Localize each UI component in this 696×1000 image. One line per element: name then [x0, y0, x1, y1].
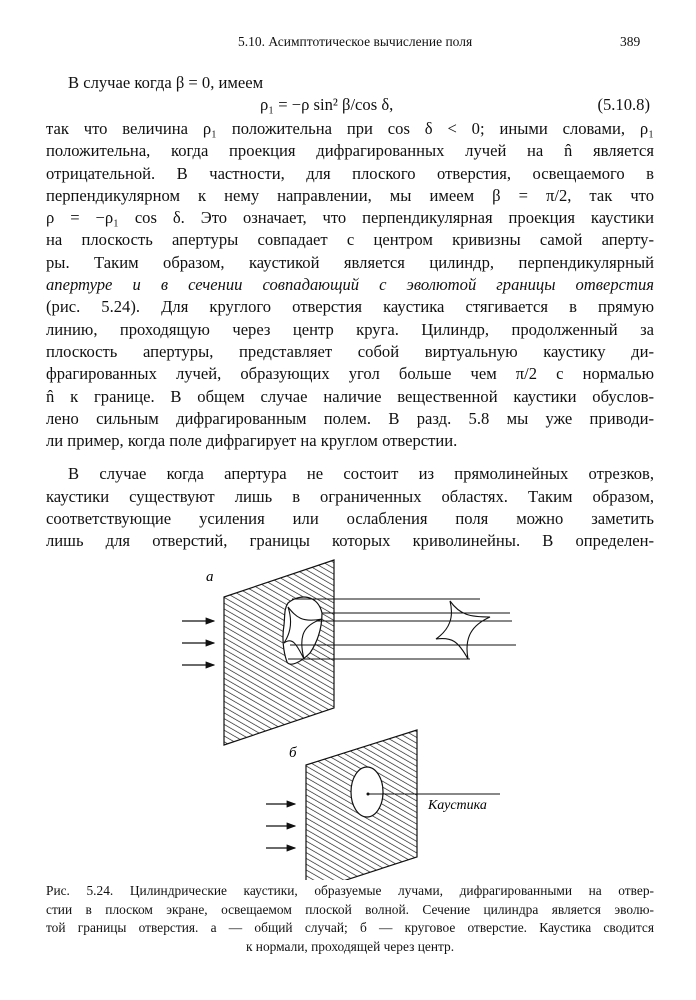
label-a: а [206, 569, 214, 585]
aperture-b [351, 767, 383, 817]
equation-number: (5.10.8) [597, 95, 650, 114]
label-b: б [289, 745, 297, 761]
text-line: лено сильным дифрагированным полем. В разд. 5.8 мы уже приводи- [46, 408, 654, 428]
text-line: каустики существуют лишь в ограниченных областях. Таким образом, [46, 486, 654, 506]
text-line: лишь для отверстий, границы которых криволинейны. В определен- [46, 531, 654, 551]
figure-a [182, 560, 516, 745]
text-line: положительна, когда проекция дифрагированных лучей на n̂ является [46, 141, 654, 161]
caustic-label: Каустика [428, 798, 487, 813]
text-line: отрицательной. В частности, для плоского отверстия, освещаемого в [46, 163, 654, 183]
text-line: соответствующие усиления или ослабления поля можно заметить [46, 509, 654, 529]
text-line: на плоскость апертуры совпадает с центром кривизны самой аперту- [46, 230, 654, 250]
text-line: так что величина ρ₁ положительна при cos δ < 0; иными словами, ρ₁ [46, 119, 654, 138]
text-line: фрагированных лучей, образующих угол больше чем π/2 с нормалью [46, 364, 654, 384]
text-line: линию, проходящую через центр круга. Цилиндр, продолженный за [46, 319, 654, 339]
body-text [46, 73, 654, 553]
caption-line: к нормали, проходящей через центр. [245, 938, 455, 954]
figure-caption [46, 882, 654, 956]
running-header [0, 34, 696, 54]
caption-line: Рис. 5.24. Цилиндрические каустики, образуемые лучами, дифрагированными на отвер- [46, 883, 654, 898]
text-line: n̂ к границе. В общем случае наличие вещественной каустики обуслов- [46, 386, 654, 406]
text-line: (рис. 5.24). Для круглого отверстия каустика стягивается в прямую [46, 297, 654, 317]
caustic-curve-far [436, 601, 490, 659]
running-title: 5.10. Асимптотическое вычисление поля [238, 34, 473, 49]
text-line: В случае когда апертура не состоит из прямолинейных отрезков, [68, 464, 654, 484]
text-line: ли пример, когда поле дифрагирует на круглом отверстии. [46, 431, 458, 451]
caption-line: той границы отверстия. а — общий случай; б — круговое отверстие. Каустика сводится [46, 920, 654, 936]
text-line-italic: апертуре и в сечении совпадающий с эволютой границы отверстия [46, 275, 654, 295]
text-line: перпендикулярном к нему направлении, мы имеем β = π/2, так что [46, 185, 654, 205]
text-line: ры. Таким образом, каустикой является цилиндр, перпендикулярный [46, 252, 654, 272]
formula-5-10-8: ρ₁ = −ρ sin² β/cos δ, [260, 95, 394, 114]
formula-row [46, 73, 654, 118]
figure-drawing [0, 555, 696, 880]
text-line: ρ = −ρ₁ cos δ. Это означает, что перпендикулярная проекция каустики [46, 208, 654, 228]
intro-line: В случае когда β = 0, имеем [68, 73, 264, 92]
page-number: 389 [620, 34, 641, 49]
text-line: плоскость апертуры, представляет собой виртуальную каустику ди- [46, 341, 654, 361]
figure-5-24 [0, 555, 696, 880]
caption-line: стии в плоском экране, освещаемом плоской волной. Сечение цилиндра является эволю- [46, 901, 654, 917]
screen-a [224, 560, 334, 745]
